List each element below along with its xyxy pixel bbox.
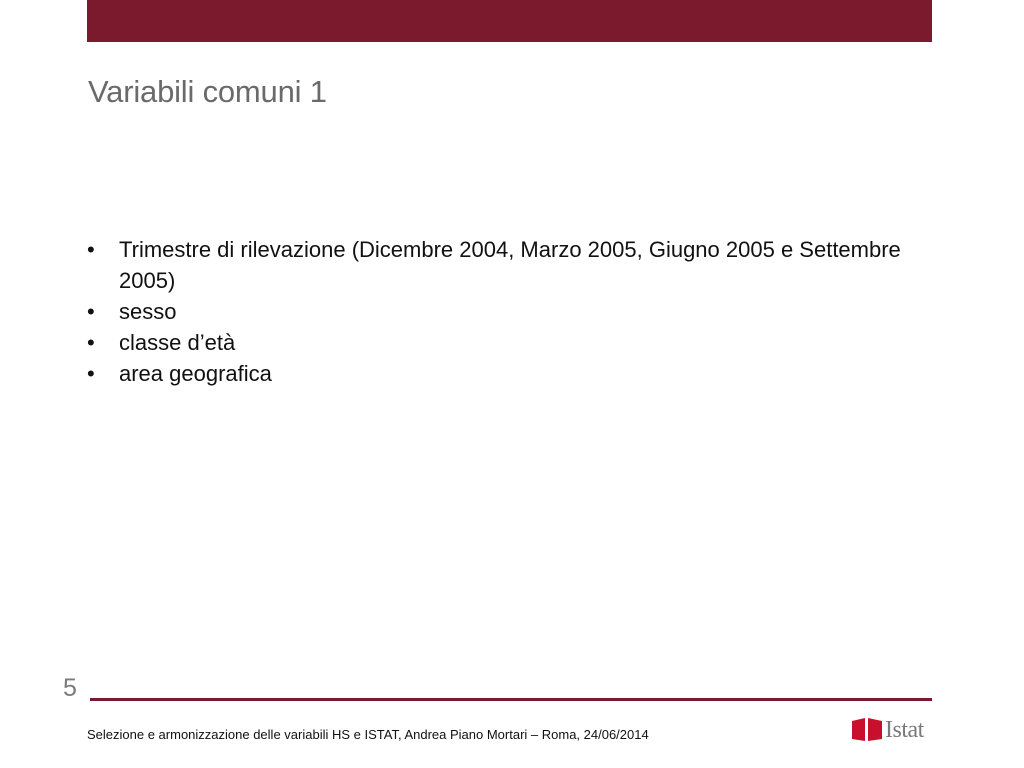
bullet-text: Trimestre di rilevazione (Dicembre 2004, Marzo 2005, Giugno 2005 e Settembre 2005) xyxy=(119,237,901,293)
footer-divider xyxy=(90,698,932,701)
footer-caption: Selezione e armonizzazione delle variabili HS e ISTAT, Andrea Piano Mortari – Roma, 24/06/2014 xyxy=(87,727,649,742)
bullet-item xyxy=(87,358,917,389)
bullet-item xyxy=(87,296,917,327)
logo-wordmark: Istat xyxy=(885,717,924,743)
bullet-text: classe d’età xyxy=(119,330,236,355)
page-number: 5 xyxy=(63,674,77,702)
bullet-marker: • xyxy=(87,330,95,355)
bullet-marker: • xyxy=(87,361,95,386)
slide-title: Variabili comuni 1 xyxy=(88,74,327,109)
bullet-text: area geografica xyxy=(119,361,272,386)
header-bar xyxy=(87,0,932,42)
bullet-list xyxy=(87,234,917,389)
istat-logo-icon xyxy=(851,716,883,742)
bullet-text: sesso xyxy=(119,299,177,324)
bullet-marker: • xyxy=(87,237,95,262)
istat-logo xyxy=(851,716,933,744)
bullet-item xyxy=(87,234,917,296)
bullet-marker: • xyxy=(87,299,95,324)
bullet-item xyxy=(87,327,917,358)
